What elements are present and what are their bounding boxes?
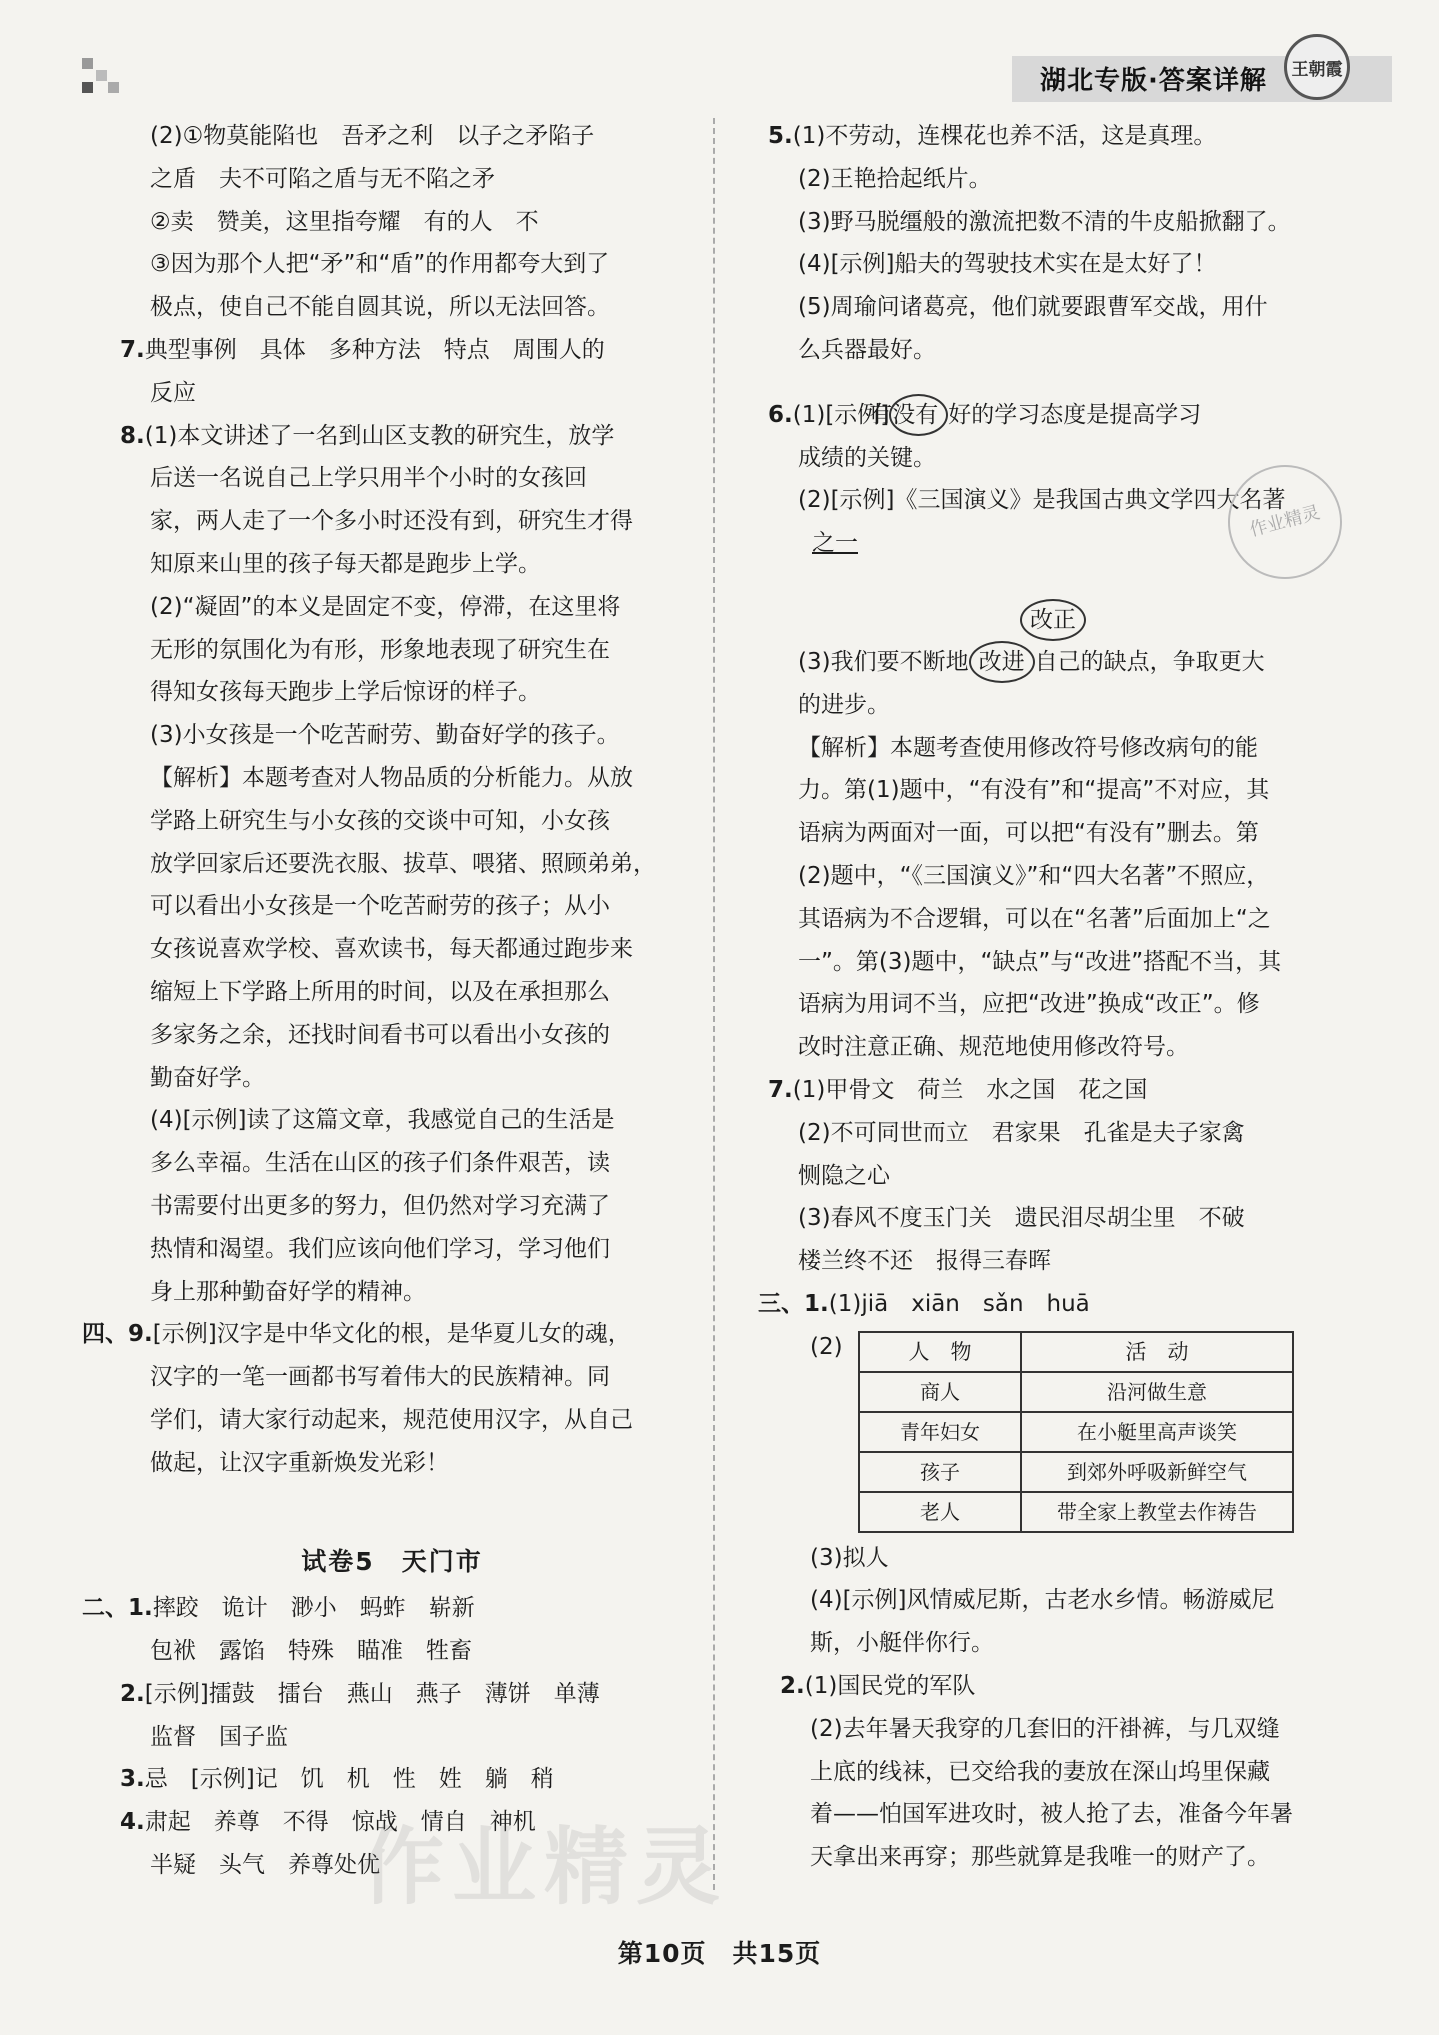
table-header: 人 物 [859, 1332, 1021, 1372]
answer-text: (1)国民党的军队 [804, 1672, 976, 1699]
answer-line: 斯，小艇伴你行。 [810, 1630, 994, 1657]
analysis-line: 学路上研究生与小女孩的交谈中可知，小女孩 [150, 807, 610, 834]
activity-table [858, 1331, 1294, 1533]
analysis-line: (2)题中，“《三国演义》”和“四大名著”不照应， [798, 862, 1270, 889]
answer-text: 摔跤 诡计 渺小 蚂蚱 崭新 [152, 1595, 475, 1622]
answer-line: ③因为那个人把“矛”和“盾”的作用都夸大到了 [150, 251, 610, 278]
answer-text: (1)[示例] [792, 401, 890, 428]
answer-text: 典型事例 具体 多种方法 特点 周围人的 [144, 336, 605, 363]
answer-text: (3)我们要不断地 [798, 648, 969, 675]
answer-line: 书需要付出更多的努力，但仍然对学习充满了 [150, 1192, 610, 1219]
question-3-2 [758, 1665, 1378, 1708]
analysis-line: 改时注意正确、规范地使用修改符号。 [798, 1034, 1189, 1061]
answer-line: 楼兰终不还 报得三春晖 [798, 1248, 1051, 1275]
answer-text: [示例]汉字是中华文化的根，是华夏儿女的魂， [152, 1321, 631, 1348]
left-column [82, 115, 702, 1887]
answer-line: (2)去年暑天我穿的几套旧的汗褂裤，与几双缝 [810, 1715, 1280, 1742]
table-row [859, 1492, 1293, 1532]
answer-line: 的进步。 [798, 691, 890, 718]
publisher-logo: 王朝霞 [1284, 34, 1350, 100]
answer-line: (3)拟人 [810, 1544, 889, 1571]
header-title: 湖北专版·答案详解 [1040, 66, 1267, 96]
table-cell: 孩子 [859, 1452, 1021, 1492]
answer-line: 半疑 头气 养尊处优 [150, 1852, 380, 1879]
question-8 [82, 415, 702, 458]
answer-line: (2)①物莫能陷也 吾矛之利 以子之矛陷子 [150, 123, 595, 149]
table-cell: 沿河做生意 [1021, 1372, 1293, 1412]
answer-line: (2)[示例]《三国演义》是我国古典文学四大名著 [798, 487, 1286, 514]
circled-word: 改进 [969, 641, 1035, 683]
table-cell: 青年妇女 [859, 1412, 1021, 1452]
question-number: 3. [120, 1766, 145, 1793]
question-2-1 [82, 1587, 702, 1630]
answer-line: 之盾 夫不可陷之盾与无不陷之矛 [150, 165, 495, 192]
answer-line: 得知女孩每天跑步上学后惊讶的样子。 [150, 679, 541, 706]
analysis-line: 放学回家后还要洗衣服、拔草、喂猪、照顾弟弟， [150, 850, 656, 877]
decor-square [96, 70, 107, 81]
question-5 [758, 115, 1378, 158]
answer-line: 上底的线袜，已交给我的妻放在深山坞里保藏 [810, 1758, 1270, 1785]
answer-line: 反应 [150, 379, 196, 406]
answer-line: (2)不可同世而立 君家果 孔雀是夫子家禽 [798, 1119, 1245, 1146]
question-number: 6. [768, 401, 793, 428]
answer-line: 知原来山里的孩子每天都是跑步上学。 [150, 550, 541, 577]
table-cell: 商人 [859, 1372, 1021, 1412]
watermark-stamp: 作业精灵 [1215, 452, 1355, 592]
answer-line: 热情和渴望。我们应该向他们学习，学习他们 [150, 1235, 610, 1262]
table-cell: 到郊外呼吸新鲜空气 [1021, 1452, 1293, 1492]
answer-text: 自己的缺点，争取更大 [1034, 648, 1265, 675]
inserted-text: 之一 [812, 530, 858, 557]
table-row [859, 1412, 1293, 1452]
section-title: 试卷5 天门市 [301, 1546, 483, 1576]
answer-line: 后送一名说自己上学只用半个小时的女孩回 [150, 465, 587, 492]
answer-text: 忌 [示例]记 饥 机 性 姓 躺 稍 [144, 1766, 554, 1793]
table-row [859, 1452, 1293, 1492]
question-number: 三、1. [758, 1290, 829, 1317]
answer-line: 学们，请大家行动起来，规范使用汉字，从自己 [150, 1406, 633, 1433]
circled-word: 有没有 [889, 394, 948, 436]
answer-line: (4)[示例]船夫的驾驶技术实在是太好了！ [798, 251, 1217, 278]
answer-line: (3)小女孩是一个吃苦耐劳、勤奋好学的孩子。 [150, 722, 620, 749]
question-7 [82, 329, 702, 372]
answer-line: 极点，使自己不能自圆其说，所以无法回答。 [150, 294, 610, 321]
analysis-line: 可以看出小女孩是一个吃苦耐劳的孩子；从小 [150, 893, 610, 920]
page-footer: 第10页 共15页 [617, 1939, 822, 1968]
answer-line: (2)王艳拾起纸片。 [798, 165, 992, 192]
analysis-line: 一”。第(3)题中，“缺点”与“改进”搭配不当，其 [798, 948, 1282, 975]
answer-line: 么兵器最好。 [798, 336, 936, 363]
question-number: 5. [768, 123, 793, 149]
answer-line: (4)[示例]风情威尼斯，古老水乡情。畅游威尼 [810, 1587, 1275, 1614]
column-divider [713, 118, 715, 1890]
answer-line: 成绩的关键。 [798, 444, 936, 471]
answer-line: 包袱 露馅 特殊 瞄准 牲畜 [150, 1638, 472, 1665]
question-number: 四、9. [82, 1321, 153, 1348]
answer-text: [示例]擂鼓 擂台 燕山 燕子 薄饼 单薄 [144, 1680, 600, 1707]
question-6 [758, 394, 1378, 437]
answer-line: (5)周瑜问诸葛亮，他们就要跟曹军交战，用什 [798, 294, 1268, 321]
decor-square [108, 82, 119, 93]
question-number: 二、1. [82, 1595, 153, 1622]
analysis-line: 多家务之余，还找时间看书可以看出小女孩的 [150, 1021, 610, 1048]
answer-text: (1)不劳动，连棵花也养不活，这是真理。 [792, 123, 1217, 149]
spacer [82, 1485, 702, 1519]
answer-text: (1)本文讲述了一名到山区支教的研究生，放学 [144, 422, 615, 449]
decor-square [82, 82, 93, 93]
answer-line: (3)春风不度玉门关 遗民泪尽胡尘里 不破 [798, 1205, 1245, 1232]
question-number: 4. [120, 1809, 145, 1836]
answer-text: 肃起 养尊 不得 惊战 情自 神机 [144, 1809, 536, 1836]
table-cell: 老人 [859, 1492, 1021, 1532]
correction-mark [758, 599, 1378, 641]
analysis-line: 【解析】本题考查对人物品质的分析能力。从放 [150, 764, 633, 791]
analysis-line: 力。第(1)题中，“有没有”和“提高”不对应，其 [798, 777, 1270, 804]
question-7 [758, 1069, 1378, 1112]
question-2-2 [82, 1673, 702, 1716]
analysis-line: 勤奋好学。 [150, 1064, 265, 1091]
question-number: 7. [120, 336, 145, 363]
question-number: 8. [120, 422, 145, 449]
answer-line: 身上那种勤奋好学的精神。 [150, 1278, 426, 1305]
analysis-line: 其语病为不合逻辑，可以在“名著”后面加上“之 [798, 905, 1271, 932]
question-number: 2. [780, 1672, 805, 1699]
question-2-3 [82, 1758, 702, 1801]
question-number: 2. [120, 1680, 145, 1707]
answer-line: 着——怕国军进攻时，被人抢了去，准备今年暑 [810, 1801, 1293, 1828]
question-9 [82, 1313, 702, 1356]
analysis-line: 缩短上下学路上所用的时间，以及在承担那么 [150, 978, 610, 1005]
answer-line: 监督 国子监 [150, 1723, 288, 1750]
answer-line: 无形的氛围化为有形，形象地表现了研究生在 [150, 636, 610, 663]
analysis-line: 女孩说喜欢学校、喜欢读书，每天都通过跑步来 [150, 936, 633, 963]
answer-line: 恻隐之心 [798, 1162, 890, 1189]
answer-line: (2)“凝固”的本义是固定不变，停滞，在这里将 [150, 593, 621, 620]
answer-line: ②卖 赞美，这里指夸耀 有的人 不 [150, 208, 539, 235]
table-cell: 在小艇里高声谈笑 [1021, 1412, 1293, 1452]
answer-text: (1)甲骨文 荷兰 水之国 花之国 [792, 1076, 1148, 1103]
table-label: (2) [810, 1333, 843, 1360]
answer-text: (1)jiā xiān sǎn huā [828, 1290, 1090, 1317]
answer-line: 天拿出来再穿；那些就算是我唯一的财产了。 [810, 1844, 1270, 1871]
right-column [758, 115, 1378, 1879]
analysis-line: 【解析】本题考查使用修改符号修改病句的能 [798, 734, 1258, 761]
table-header: 活 动 [1021, 1332, 1293, 1372]
analysis-line: 语病为用词不当，应把“改进”换成“改正”。修 [798, 991, 1260, 1018]
question-number: 7. [768, 1076, 793, 1103]
answer-line: 家，两人走了一个多小时还没有到，研究生才得 [150, 508, 633, 535]
answer-line: (4)[示例]读了这篇文章，我感觉自己的生活是 [150, 1107, 615, 1134]
answer-line: 多么幸福。生活在山区的孩子们条件艰苦，读 [150, 1150, 610, 1177]
table-header-row [859, 1332, 1293, 1372]
watermark: 作业精灵 [360, 1818, 729, 1916]
answer-line: (3)野马脱缰般的激流把数不清的牛皮船掀翻了。 [798, 208, 1291, 235]
analysis-line: 语病为两面对一面，可以把“有没有”删去。第 [798, 820, 1259, 847]
circled-word: 改正 [1020, 599, 1086, 641]
table-row [859, 1372, 1293, 1412]
answer-text: 好的学习态度是提高学习 [948, 401, 1202, 428]
answer-line: 做起，让汉字重新焕发光彩！ [150, 1449, 449, 1476]
answer-line [758, 641, 1378, 684]
answer-line: 汉字的一笔一画都书写着伟大的民族精神。同 [150, 1364, 610, 1391]
spacer [758, 372, 1378, 394]
question-3-1 [758, 1283, 1378, 1326]
table-cell: 带全家上教堂去作祷告 [1021, 1492, 1293, 1532]
decor-square [82, 58, 93, 69]
